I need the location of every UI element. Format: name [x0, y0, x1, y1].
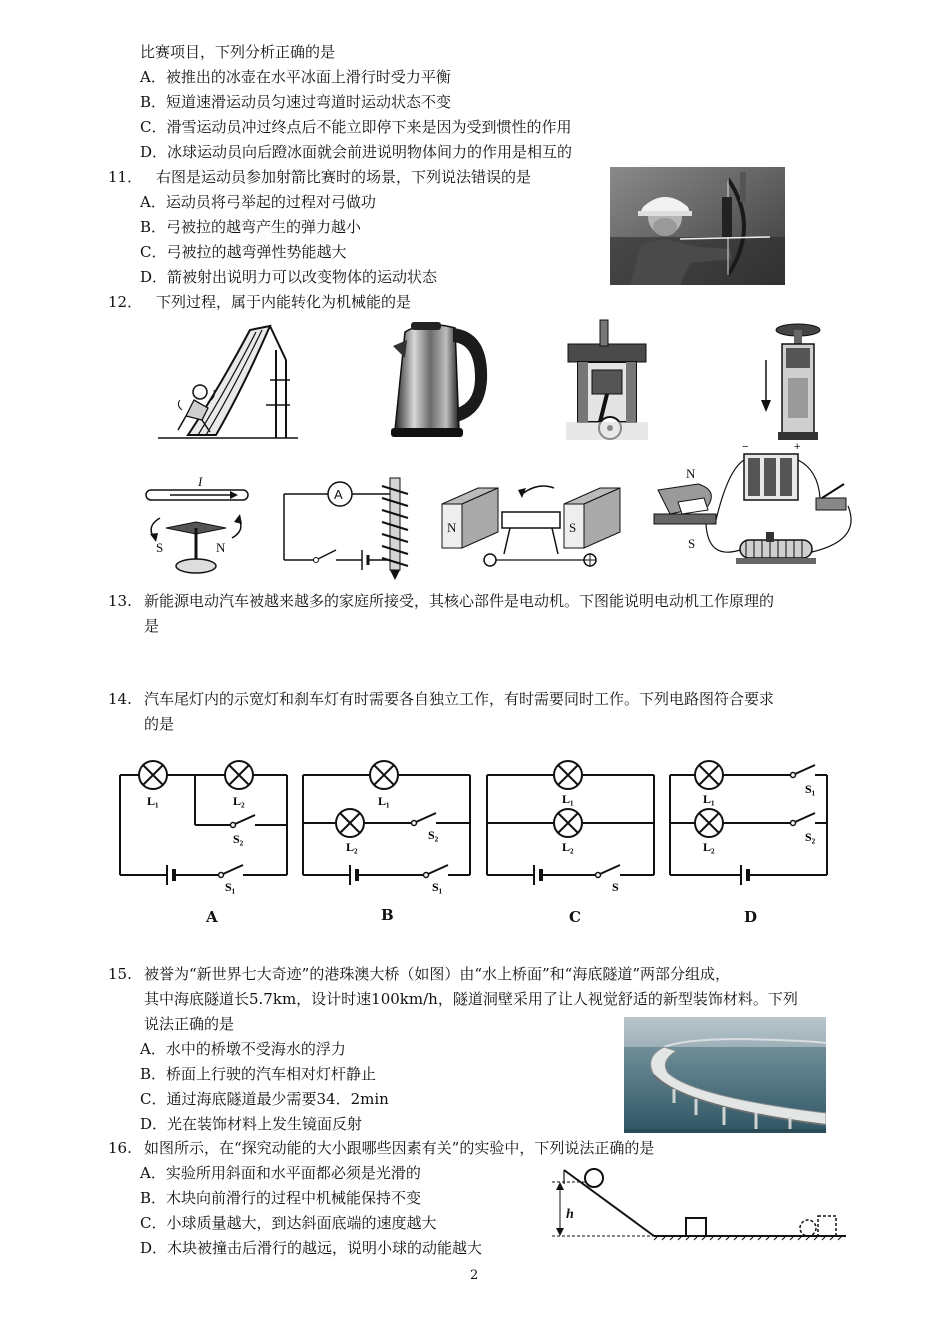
circuit-a — [115, 755, 295, 895]
q15-number: 15. — [108, 965, 132, 983]
circuit-a-s2: S₂ — [233, 832, 244, 846]
q13-number: 13. — [108, 592, 132, 610]
circuit-c-caption: C — [569, 908, 581, 926]
page-number: 2 — [470, 1268, 479, 1283]
q15-stem-line1: 被誉为“新世界七大奇迹”的港珠澳大桥（如图）由“水上桥面”和“海底隧道”两部分组成， — [144, 965, 731, 983]
motor-s-label: S — [688, 536, 696, 551]
circuit-a-l1: L₁ — [147, 794, 159, 808]
circuit-d-l2: L₂ — [703, 840, 715, 854]
q16-stem: 如图所示，在“探究动能的大小跟哪些因素有关”的实验中，下列说法正确的是 — [144, 1139, 655, 1157]
circuit-d-caption: D — [744, 908, 758, 926]
circuit-d-s1: S₁ — [805, 782, 816, 796]
q11-option-d: D．箭被射出说明力可以改变物体的运动状态 — [140, 268, 438, 286]
q16-option-d: D．木块被撞击后滑行的越远，说明小球的动能越大 — [140, 1239, 483, 1257]
q11-option-b: B．弓被拉的越弯产生的弹力越小 — [140, 218, 362, 236]
current-label: I — [198, 474, 203, 489]
q15-stem-line2: 其中海底隧道长5.7km，设计时速100km/h，隧道洞壁采用了让人视觉舒适的新型装饰材料。下列 — [144, 990, 798, 1008]
oersted-s-label: S — [156, 540, 164, 555]
q11-number: 11． — [108, 168, 143, 186]
q13-stem-line1: 新能源电动汽车被越来越多的家庭所接受，其核心部件是电动机。下图能说明电动机工作原理的 — [144, 592, 775, 610]
circuit-c-l1: L₁ — [562, 792, 574, 806]
circuit-a-s1: S₁ — [225, 880, 236, 894]
slide-figure — [158, 320, 298, 440]
svg-text:+: + — [794, 441, 801, 453]
engine-figure — [566, 318, 648, 440]
q16-option-c: C．小球质量越大，到达斜面底端的速度越大 — [140, 1214, 437, 1232]
q10-option-c: C．滑雪运动员冲过终点后不能立即停下来是因为受到惯性的作用 — [140, 118, 572, 136]
circuit-b-l1: L₁ — [378, 794, 390, 808]
circuit-b-l2: L₂ — [346, 840, 358, 854]
q12-number: 12． — [108, 293, 143, 311]
q15-option-c: C．通过海底隧道最少需要34．2min — [140, 1090, 389, 1108]
ammeter-label: A — [334, 487, 343, 502]
circuit-a-caption: A — [206, 908, 218, 926]
oersted-figure — [140, 470, 255, 578]
ramp-experiment-figure — [546, 1162, 851, 1248]
q10-option-d: D．冰球运动员向后蹬冰面就会前进说明物体间力的作用是相互的 — [140, 143, 573, 161]
circuit-c — [482, 755, 662, 895]
motor-circuit-figure — [648, 440, 863, 580]
circuit-d — [665, 755, 845, 895]
pump-figure — [758, 320, 828, 442]
motor-n-label: N — [686, 466, 696, 481]
q15-option-d: D．光在装饰材料上发生镜面反射 — [140, 1115, 363, 1133]
q15-stem-line3: 说法正确的是 — [144, 1015, 235, 1033]
q15-option-b: B．桥面上行驶的汽车相对灯杆静止 — [140, 1065, 377, 1083]
circuit-a-l2: L₂ — [233, 794, 245, 808]
oersted-n-label: N — [216, 540, 226, 555]
ammeter-coil-figure — [278, 472, 418, 582]
q16-option-a: A．实验所用斜面和水平面都必须是光滑的 — [140, 1164, 421, 1182]
height-label: h — [566, 1207, 574, 1222]
q15-option-a: A．水中的桥墩不受海水的浮力 — [140, 1040, 346, 1058]
q16-option-b: B．木块向前滑行的过程中机械能保持不变 — [140, 1189, 422, 1207]
circuit-d-l1: L₁ — [703, 792, 715, 806]
circuit-b-s1: S₁ — [432, 880, 443, 894]
q11-option-c: C．弓被拉的越弯弹性势能越大 — [140, 243, 347, 261]
q11-option-a: A．运动员将弓举起的过程对弓做功 — [140, 193, 376, 211]
magnet-n-label: N — [447, 520, 457, 535]
magnet-s-label: S — [569, 520, 577, 535]
q10-option-a: A．被推出的冰壶在水平冰面上滑行时受力平衡 — [140, 68, 451, 86]
circuit-b — [298, 755, 478, 895]
q11-stem: 右图是运动员参加射箭比赛时的场景，下列说法错误的是 — [156, 168, 532, 186]
q14-stem-line1: 汽车尾灯内的示宽灯和刹车灯有时需要各自独立工作，有时需要同时工作。下列电路图符合要求 — [144, 690, 775, 708]
magnet-coil-figure — [438, 474, 628, 574]
circuit-c-l2: L₂ — [562, 840, 574, 854]
circuit-c-s: S — [612, 880, 619, 894]
bridge-photo — [624, 1017, 826, 1133]
kettle-figure — [385, 318, 495, 440]
q10-stem-tail: 比赛项目，下列分析正确的是 — [140, 43, 336, 61]
circuit-d-s2: S₂ — [805, 830, 816, 844]
circuit-b-caption: B — [381, 906, 394, 924]
q13-stem-line2: 是 — [144, 617, 160, 635]
circuit-b-s2: S₂ — [428, 828, 439, 842]
q14-number: 14. — [108, 690, 132, 708]
q16-number: 16. — [108, 1139, 132, 1157]
archery-photo — [610, 167, 785, 285]
q14-stem-line2: 的是 — [144, 715, 175, 733]
svg-text:−: − — [742, 441, 749, 453]
q10-option-b: B．短道速滑运动员匀速过弯道时运动状态不变 — [140, 93, 452, 111]
q12-stem: 下列过程，属于内能转化为机械能的是 — [156, 293, 412, 311]
